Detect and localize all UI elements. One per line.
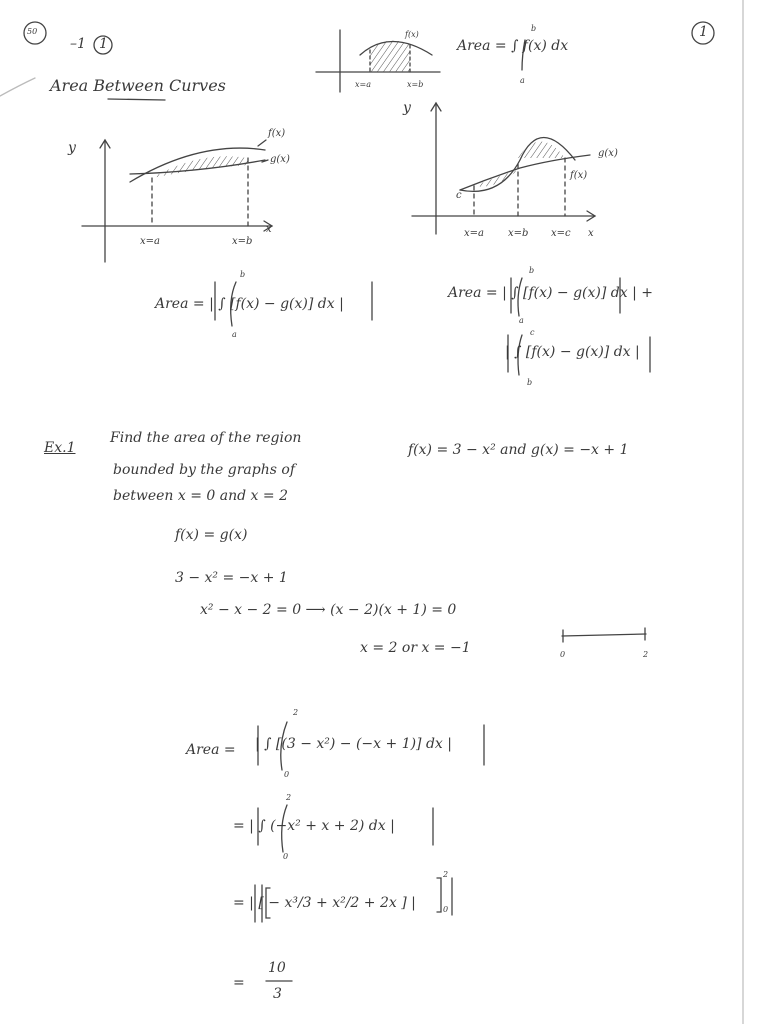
right-graph-xa-label: x=a xyxy=(464,228,484,239)
example-line-3: between x = 0 and x = 2 xyxy=(113,488,288,504)
step-1: f(x) = g(x) xyxy=(175,527,248,543)
top-area-lower: a xyxy=(520,76,525,85)
right-formula2-lower: b xyxy=(527,378,533,387)
right-graph xyxy=(412,103,595,234)
solution-result-denominator: 3 xyxy=(273,986,282,1002)
title-underline xyxy=(108,99,165,100)
solution-area-label: Area = xyxy=(186,742,236,758)
left-area-upper: b xyxy=(240,270,246,279)
top-area-upper: b xyxy=(531,24,537,33)
formula-strokes xyxy=(215,40,650,981)
right-graph-gx-label: g(x) xyxy=(598,148,618,159)
step-2: 3 − x² = −x + 1 xyxy=(175,570,288,586)
right-graph-c-label: c xyxy=(456,190,462,201)
right-graph-fx-label: f(x) xyxy=(570,170,588,181)
solution-line-3-lower: 0 xyxy=(443,905,449,914)
solution-line-1: | ∫ [(3 − x²) − (−x + 1)] dx | xyxy=(255,736,452,752)
left-graph-y-label: y xyxy=(68,140,76,156)
right-graph-xb-label: x=b xyxy=(508,228,529,239)
left-graph-x-label: x xyxy=(266,224,272,235)
header-circle-text: 50 xyxy=(27,27,38,36)
step-4: x = 2 or x = −1 xyxy=(360,640,471,656)
top-area-formula: Area = ∫ f(x) dx xyxy=(457,38,569,54)
step-3: x² − x − 2 = 0 ⟶ (x − 2)(x + 1) = 0 xyxy=(200,602,457,618)
left-graph-fx-label: f(x) xyxy=(268,128,286,139)
left-area-lower: a xyxy=(232,330,237,339)
example-function-defs: f(x) = 3 − x² and g(x) = −x + 1 xyxy=(408,442,629,458)
top-graph-xa-label: x=a xyxy=(355,80,371,89)
right-formula2-upper: c xyxy=(530,328,535,337)
solution-line-2-lower: 0 xyxy=(283,852,289,861)
right-graph-xc-label: x=c xyxy=(551,228,571,239)
example-line-2: bounded by the graphs of xyxy=(113,462,296,478)
right-formula1-lower: a xyxy=(519,316,524,325)
left-graph-xa-label: x=a xyxy=(140,236,160,247)
numline-left-label: 0 xyxy=(560,650,566,659)
right-formula1-upper: b xyxy=(529,266,535,275)
page-title: Area Between Curves xyxy=(50,76,226,95)
right-area-formula-2: | ∫ [f(x) − g(x)] dx | xyxy=(505,344,640,360)
top-graph-fx-label: f(x) xyxy=(405,30,419,39)
solution-line-2-upper: 2 xyxy=(286,793,292,802)
right-graph-x-label: x xyxy=(588,228,594,239)
section-number: 1 xyxy=(99,36,108,52)
left-area-formula: Area = | ∫ [f(x) − g(x)] dx | xyxy=(155,296,344,312)
solution-line-4-equals: = xyxy=(233,975,245,991)
solution-line-2: = | ∫ (−x² + x + 2) dx | xyxy=(233,818,395,834)
right-area-formula-1: Area = | ∫ [f(x) − g(x)] dx | + xyxy=(448,285,653,301)
solution-line-1-lower: 0 xyxy=(284,770,290,779)
left-graph-xb-label: x=b xyxy=(232,236,253,247)
solution-result-numerator: 10 xyxy=(268,960,286,976)
right-graph-y-label: y xyxy=(403,100,411,116)
left-graph-gx-label: g(x) xyxy=(270,154,290,165)
example-line-1: Find the area of the region xyxy=(110,430,302,446)
number-line xyxy=(562,628,646,642)
solution-line-3: = | [ − x³/3 + x²/2 + 2x ] | xyxy=(233,895,416,911)
page-number: 1 xyxy=(699,24,708,40)
solution-line-3-upper: 2 xyxy=(443,870,449,879)
section-dash: –1 xyxy=(70,36,86,52)
corner-mark xyxy=(0,78,35,96)
example-label: Ex.1 xyxy=(44,440,76,456)
solution-line-1-upper: 2 xyxy=(293,708,299,717)
numline-right-label: 2 xyxy=(643,650,649,659)
top-graph-xb-label: x=b xyxy=(407,80,424,89)
